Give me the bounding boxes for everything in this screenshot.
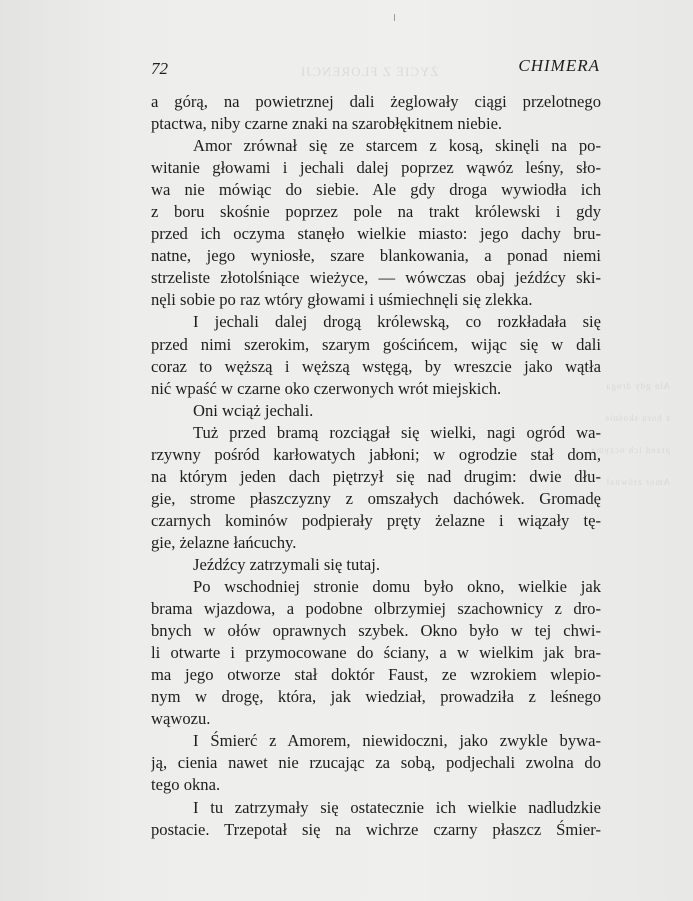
text-line: Jeźdźcy zatrzymali się tutaj.: [193, 554, 381, 574]
text-line: na którym jeden dach piętrzył się nad drugim: dwie dłu-: [151, 466, 601, 486]
text-line: coraz to węższą i węższą wstęgą, by wreszcie jako wątła: [151, 356, 601, 376]
text-line: ma jego otworze stał doktór Faust, ze wzrokiem wlepio-: [151, 665, 601, 685]
bleed-line: Ale gdy droga: [605, 381, 670, 391]
text-line: postacie. Trzepotał się na wichrze czarny płaszcz Śmier-: [151, 819, 601, 839]
text-line: nym w drogę, która, jak wiedział, prowadziła z leśnego: [151, 687, 601, 707]
bleed-line: przed ich oczyma: [590, 445, 670, 455]
text-line: czarnych kominów podpierały pręty żelazne i wiązały tę-: [151, 510, 601, 530]
page-number: 72: [151, 59, 168, 78]
text-line: gie, żelazne łańcuchy.: [151, 532, 297, 552]
body-text: [151, 91, 601, 841]
text-line: Tuż przed bramą rozciągał się wielki, nagi ogród wa-: [193, 422, 601, 442]
text-line: nić wpaść w czarne oko czerwonych wrót miejskich.: [151, 378, 502, 398]
bleed-through-heading: ŻYCIE Z FLORENCJI: [300, 64, 439, 79]
text-line: wa nie mówiąc do siebie. Ale gdy droga wywiodła ich: [151, 180, 601, 200]
text-line: ptactwa, niby czarne znaki na szarobłękitnem niebie.: [151, 114, 503, 134]
page-mark: [394, 14, 395, 21]
text-line: rzywny pośród karłowatych jabłoni; w ogrodzie stał dom,: [151, 444, 601, 464]
text-line: Oni wciąż jechali.: [193, 400, 314, 420]
text-line: Po wschodniej stronie domu było okno, wielkie jak: [193, 577, 601, 597]
text-line: nęli sobie po raz wtóry głowami i uśmiechnęli się zlekka.: [151, 290, 533, 310]
text-line: brama wjazdowa, a podobne olbrzymiej szachownicy z dro-: [151, 599, 601, 619]
text-line: li otwarte i przymocowane do ściany, a w wielkim jak bra-: [151, 643, 601, 663]
text-line: I jechali dalej drogą królewską, co rozkładała się: [193, 312, 601, 332]
text-line: Amor zrównał się ze starcem z kosą, skinęli na po-: [193, 136, 601, 156]
bleed-line: z boru skośnie: [604, 413, 670, 423]
bleed-line: Amor zrównał: [605, 477, 670, 487]
text-line: z boru skośnie poprzez pole na trakt królewski i gdy: [151, 202, 601, 222]
text-line: a górą, na powietrznej dali żeglowały ciągi przelotnego: [151, 92, 601, 111]
text-line: tego okna.: [151, 775, 221, 795]
text-line: ją, cienia nawet nie rzucając za sobą, podjechali zwolna do: [151, 753, 601, 773]
text-line: witanie głowami i jechali dalej poprzez wąwóz leśny, sło-: [151, 158, 601, 178]
running-title: CHIMERA: [518, 56, 600, 75]
text-line: przed nimi szerokim, szarym gościńcem, wijąc się w dali: [151, 334, 601, 354]
text-line: gie, strome płaszczyzny z omszałych dachówek. Gromadę: [151, 488, 601, 508]
text-line: natne, jego wyniosłe, szare blankowania, a ponad niemi: [151, 246, 601, 266]
text-line: strzeliste złotolśniące wieżyce, — wówczas obaj jeźdźcy ski-: [151, 268, 601, 288]
text-line: bnych w ołów oprawnych szybek. Okno było w tej chwi-: [151, 621, 601, 641]
text-line: I Śmierć z Amorem, niewidoczni, jako zwykle bywa-: [193, 731, 601, 751]
text-line: wąwozu.: [151, 709, 211, 729]
text-line: I tu zatrzymały się ostatecznie ich wielkie nadludzkie: [193, 797, 601, 817]
text-line: przed ich oczyma stanęło wielkie miasto: jego dachy bru-: [151, 224, 601, 244]
